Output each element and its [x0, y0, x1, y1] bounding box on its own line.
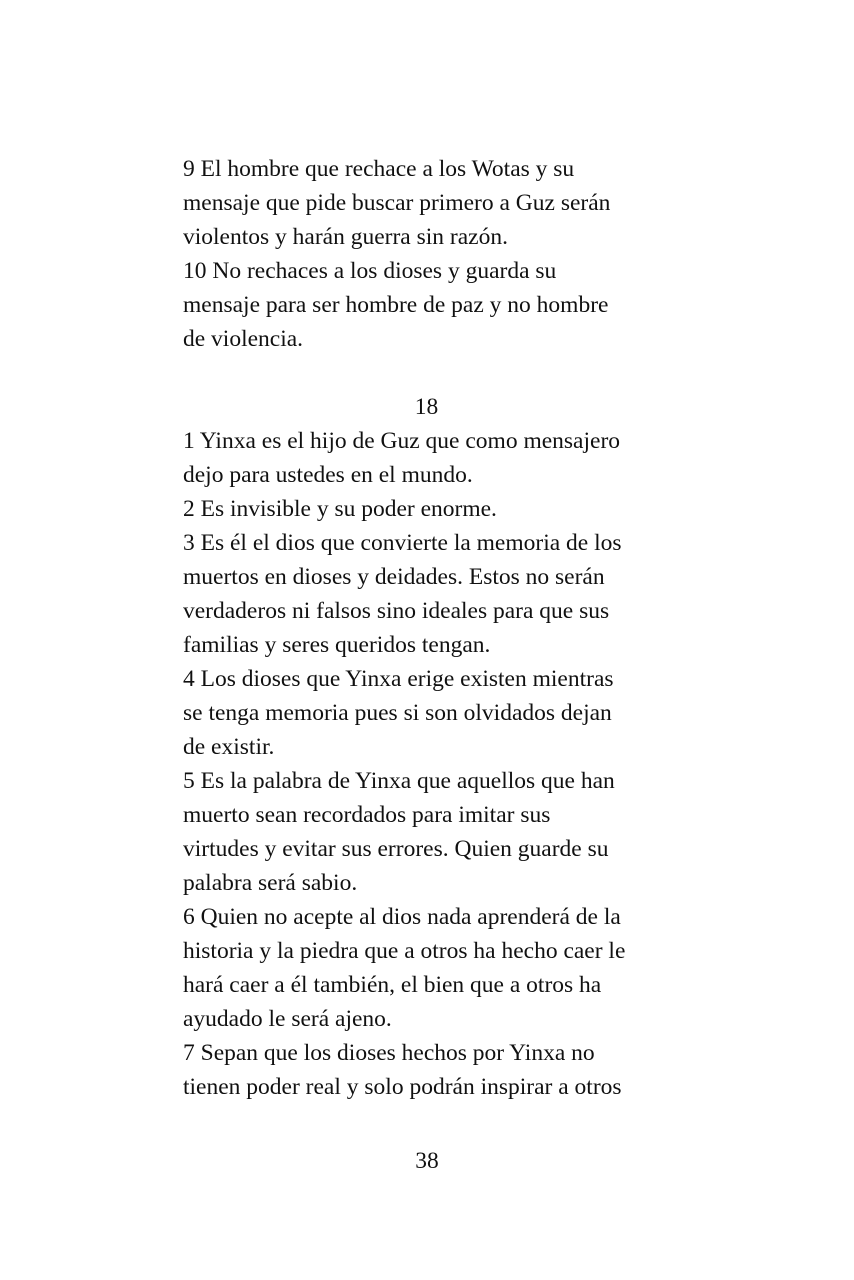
text-line: virtudes y evitar sus errores. Quien guarde su [183, 836, 609, 862]
text-line: mensaje para ser hombre de paz y no hombre [183, 292, 609, 318]
text-line: se tenga memoria pues si son olvidados dejan [183, 700, 612, 726]
text-line: 2 Es invisible y su poder enorme. [183, 496, 497, 522]
text-line: verdaderos ni falsos sino ideales para que sus [183, 598, 610, 624]
text-line: palabra será sabio. [183, 870, 358, 896]
text-line: de violencia. [183, 326, 304, 352]
text-line: 6 Quien no acepte al dios nada aprenderá de la [183, 904, 621, 930]
text-line: tienen poder real y solo podrán inspirar a otros [183, 1074, 622, 1100]
text-line: 4 Los dioses que Yinxa erige existen mientras [183, 666, 614, 692]
text-line: hará caer a él también, el bien que a otros ha [183, 972, 602, 998]
body-text [183, 152, 683, 1104]
text-line: mensaje que pide buscar primero a Guz serán [183, 190, 611, 216]
text-line: historia y la piedra que a otros ha hecho caer le [183, 938, 626, 964]
text-line: de existir. [183, 734, 275, 760]
page-number: 38 [415, 1148, 439, 1174]
text-line: violentos y harán guerra sin razón. [183, 224, 508, 250]
text-line: ayudado le será ajeno. [183, 1006, 392, 1032]
text-line: 3 Es él el dios que convierte la memoria de los [183, 530, 622, 556]
text-line: 9 El hombre que rechace a los Wotas y su [183, 156, 575, 182]
text-line: muerto sean recordados para imitar sus [183, 802, 551, 828]
text-line: dejo para ustedes en el mundo. [183, 462, 473, 488]
text-line: 5 Es la palabra de Yinxa que aquellos que han [183, 768, 615, 794]
text-line: 1 Yinxa es el hijo de Guz que como mensajero [183, 428, 621, 454]
text-line: 10 No rechaces a los dioses y guarda su [183, 258, 557, 284]
section-gap [183, 356, 683, 390]
chapter-number: 18 [414, 394, 439, 420]
text-line: muertos en dioses y deidades. Estos no serán [183, 564, 605, 590]
text-line: familias y seres queridos tengan. [183, 632, 491, 658]
text-line: 7 Sepan que los dioses hechos por Yinxa no [183, 1040, 595, 1066]
